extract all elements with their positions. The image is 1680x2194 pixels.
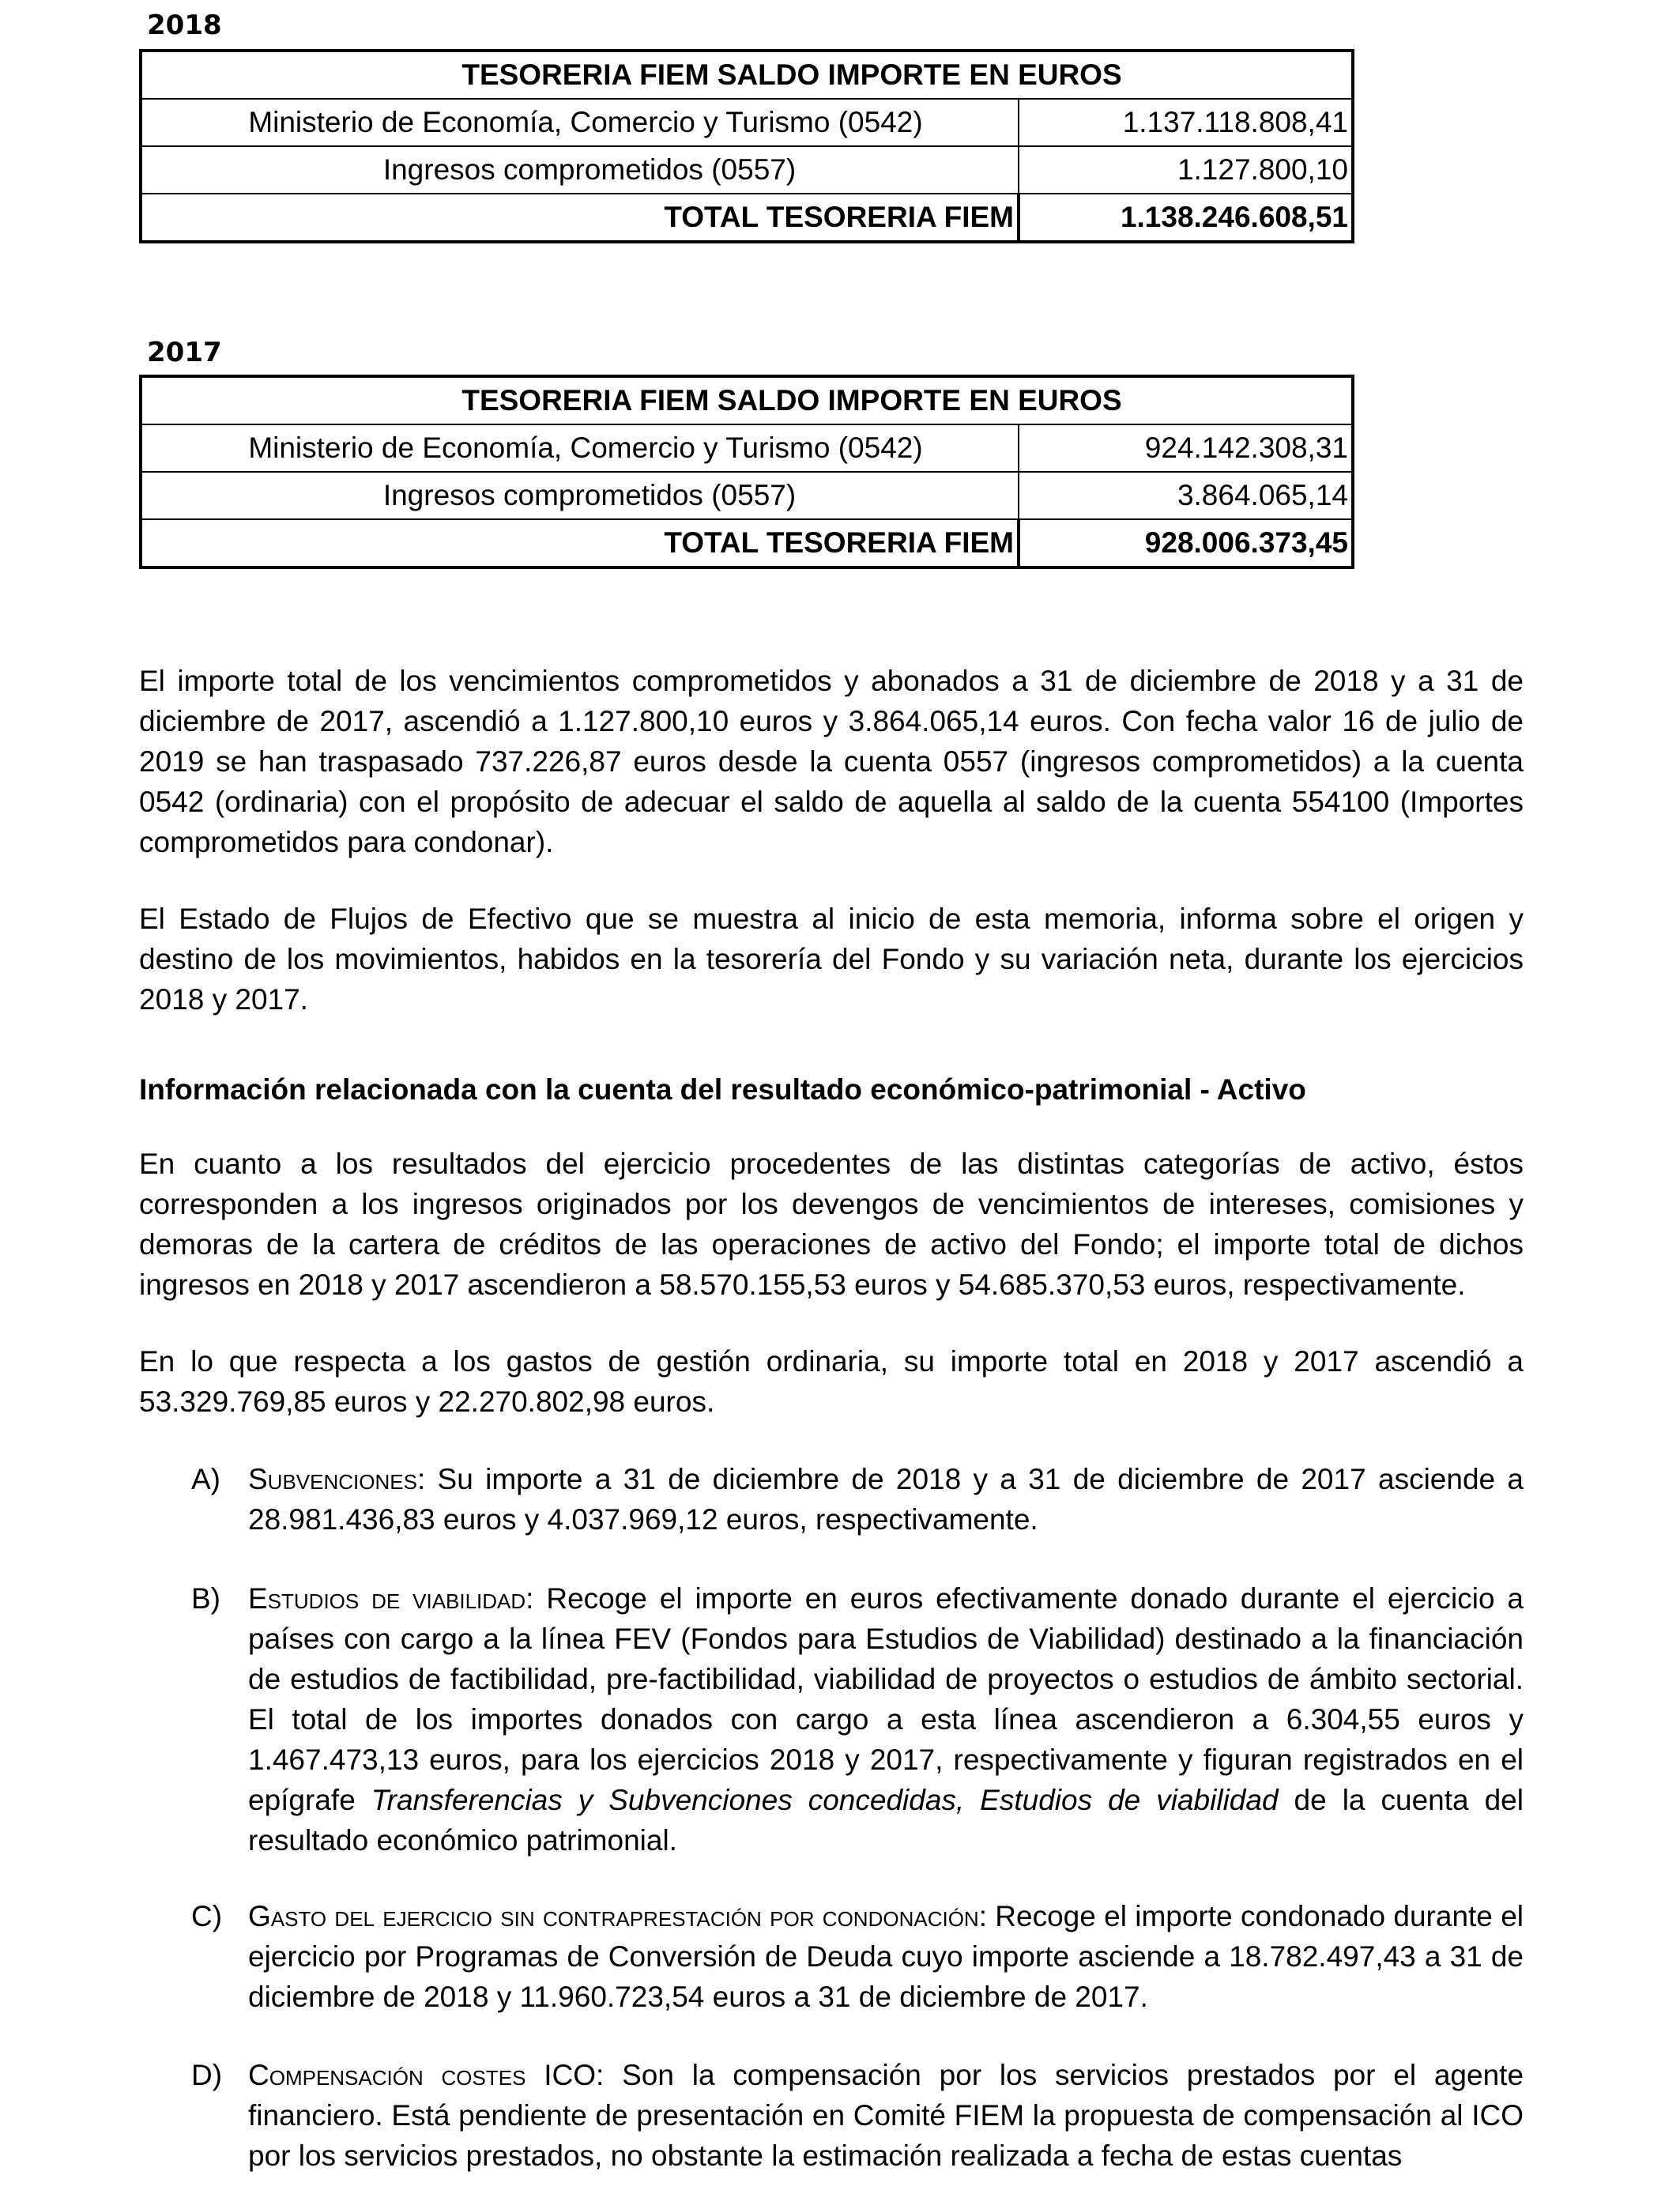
total-value: 1.138.246.608,51: [1120, 201, 1348, 233]
row-label: Ingresos comprometidos (0557): [141, 472, 1019, 519]
item-title: Compensación costes: [248, 2059, 526, 2091]
item-text: Recoge el importe condonado durante el ejercicio por Programas de Conversión de Deuda cuyo importe asciende a 18.782.497,43 a 31 de diciembre de 2018 y 11.960.723,54 euros a 31 de diciembre de 2017.: [248, 1900, 1524, 2013]
list-item-subvenciones: [139, 1459, 1524, 1540]
paragraph-gastos-gestion: En lo que respecta a los gastos de gestión ordinaria, su importe total en 2018 y 2017 ascendió a 53.329.769,85 euros y 22.270.802,98 euros.: [139, 1345, 1524, 1418]
list-item-body: [248, 1896, 1524, 2017]
paragraph-resultados-activo: En cuanto a los resultados del ejercicio procedentes de las distintas categorías de activo, éstos corresponden a los ingresos originados por los devengos de vencimientos de intereses, comisiones y demoras de la cartera de créditos de las operaciones de activo del Fondo; el importe total de dichos ingresos en 2018 y 2017 ascendieron a 58.570.155,53 euros y 54.685.370,53 euros, respectivamente.: [139, 1148, 1524, 1301]
year-label-2018: 2018: [147, 9, 222, 41]
section-heading: Información relacionada con la cuenta del resultado económico-patrimonial - Activo: [139, 1073, 1306, 1106]
list-marker: C): [191, 1900, 223, 1932]
item-title-tail: ICO:: [525, 2059, 605, 2091]
row-label: Ministerio de Economía, Comercio y Turismo (0542): [141, 99, 1019, 146]
item-title: Gasto del ejercicio sin contraprestación por condonación:: [248, 1900, 987, 1932]
item-text: Su importe a 31 de diciembre de 2018 y a 31 de diciembre de 2017 asciende a 28.981.436,83 euros y 4.037.969,12 euros, respectivamente.: [248, 1463, 1524, 1536]
row-value: 924.142.308,31: [1019, 424, 1353, 472]
item-title: Estudios de viabilidad:: [248, 1582, 534, 1615]
treasury-table-2017: [139, 375, 1354, 569]
list-marker: B): [191, 1582, 220, 1615]
table-row: [141, 472, 1353, 519]
list-item-compensacion-ico: [139, 2055, 1524, 2176]
table-row: [141, 146, 1353, 194]
table-row: [141, 424, 1353, 472]
table-title: TESORERIA FIEM SALDO IMPORTE EN EUROS: [141, 376, 1353, 424]
total-label: TOTAL TESORERIA FIEM: [141, 194, 1019, 242]
paragraph-vencimientos: El importe total de los vencimientos comprometidos y abonados a 31 de diciembre de 2018 y a 31 de diciembre de 2017, ascendió a 1.127.800,10 euros y 3.864.065,14 euros. Con fecha valor 16 de julio de 2019 se han traspasado 737.226,87 euros desde la cuenta 0557 (ingresos comprometidos) a la cuenta 0542 (ordinaria) con el propósito de adecuar el saldo de aquella al saldo de la cuenta 554100 (Importes comprometidos para condonar).: [139, 665, 1524, 858]
table-title: TESORERIA FIEM SALDO IMPORTE EN EUROS: [141, 51, 1353, 99]
total-value: 928.006.373,45: [1144, 526, 1348, 559]
list-item-estudios-viabilidad: [139, 1578, 1524, 1860]
year-label-2017: 2017: [147, 337, 222, 368]
item-text: Son la compensación por los servicios prestados por el agente financiero. Está pendiente de presentación en Comité FIEM la propuesta de compensación al ICO por los servicios prestados, no obstante la estimación realizada a fecha de estas cuentas: [248, 2059, 1524, 2172]
list-item-body: [248, 1459, 1524, 1540]
table-total-row: [141, 194, 1353, 242]
table-total-row: [141, 519, 1353, 567]
paragraph-flujos-efectivo: El Estado de Flujos de Efectivo que se muestra al inicio de esta memoria, informa sobre el origen y destino de los movimientos, habidos en la tesorería del Fondo y su variación neta, durante los ejercicios 2018 y 2017.: [139, 903, 1524, 1016]
row-value: 1.137.118.808,41: [1019, 99, 1353, 146]
row-value: 1.127.800,10: [1019, 146, 1353, 194]
item-italic-text: Transferencias y Subvenciones concedidas, Estudios de viabilidad: [371, 1784, 1279, 1816]
table-row: [141, 99, 1353, 146]
list-marker: A): [191, 1463, 220, 1495]
item-title: Subvenciones:: [248, 1463, 426, 1495]
table-header-row: [141, 51, 1353, 99]
list-item-body: [248, 1578, 1524, 1860]
item-text: Recoge el importe en euros efectivamente donado durante el ejercicio a países con cargo a la línea FEV (Fondos para Estudios de Viabilidad) destinado a la financiación de estudios de factibilidad, pre-factibilidad, viabilidad de proyectos o estudios de ámbito sectorial. El total de los importes donados con cargo a esta línea ascendieron a 6.304,55 euros y 1.467.473,13 euros, para los ejercicios 2018 y 2017, respectivamente y figuran registrados en el epígrafe: [248, 1582, 1524, 1816]
table-header-row: [141, 376, 1353, 424]
treasury-table-2018: [139, 49, 1354, 243]
row-label: Ingresos comprometidos (0557): [141, 146, 1019, 194]
row-label: Ministerio de Economía, Comercio y Turismo (0542): [141, 424, 1019, 472]
item-text-end: de la cuenta del resultado económico patrimonial.: [248, 1784, 1524, 1857]
total-label: TOTAL TESORERIA FIEM: [141, 519, 1019, 567]
row-value: 3.864.065,14: [1019, 472, 1353, 519]
list-marker: D): [191, 2059, 223, 2091]
list-item-body: [248, 2055, 1524, 2176]
list-item-gasto-condonacion: [139, 1896, 1524, 2017]
